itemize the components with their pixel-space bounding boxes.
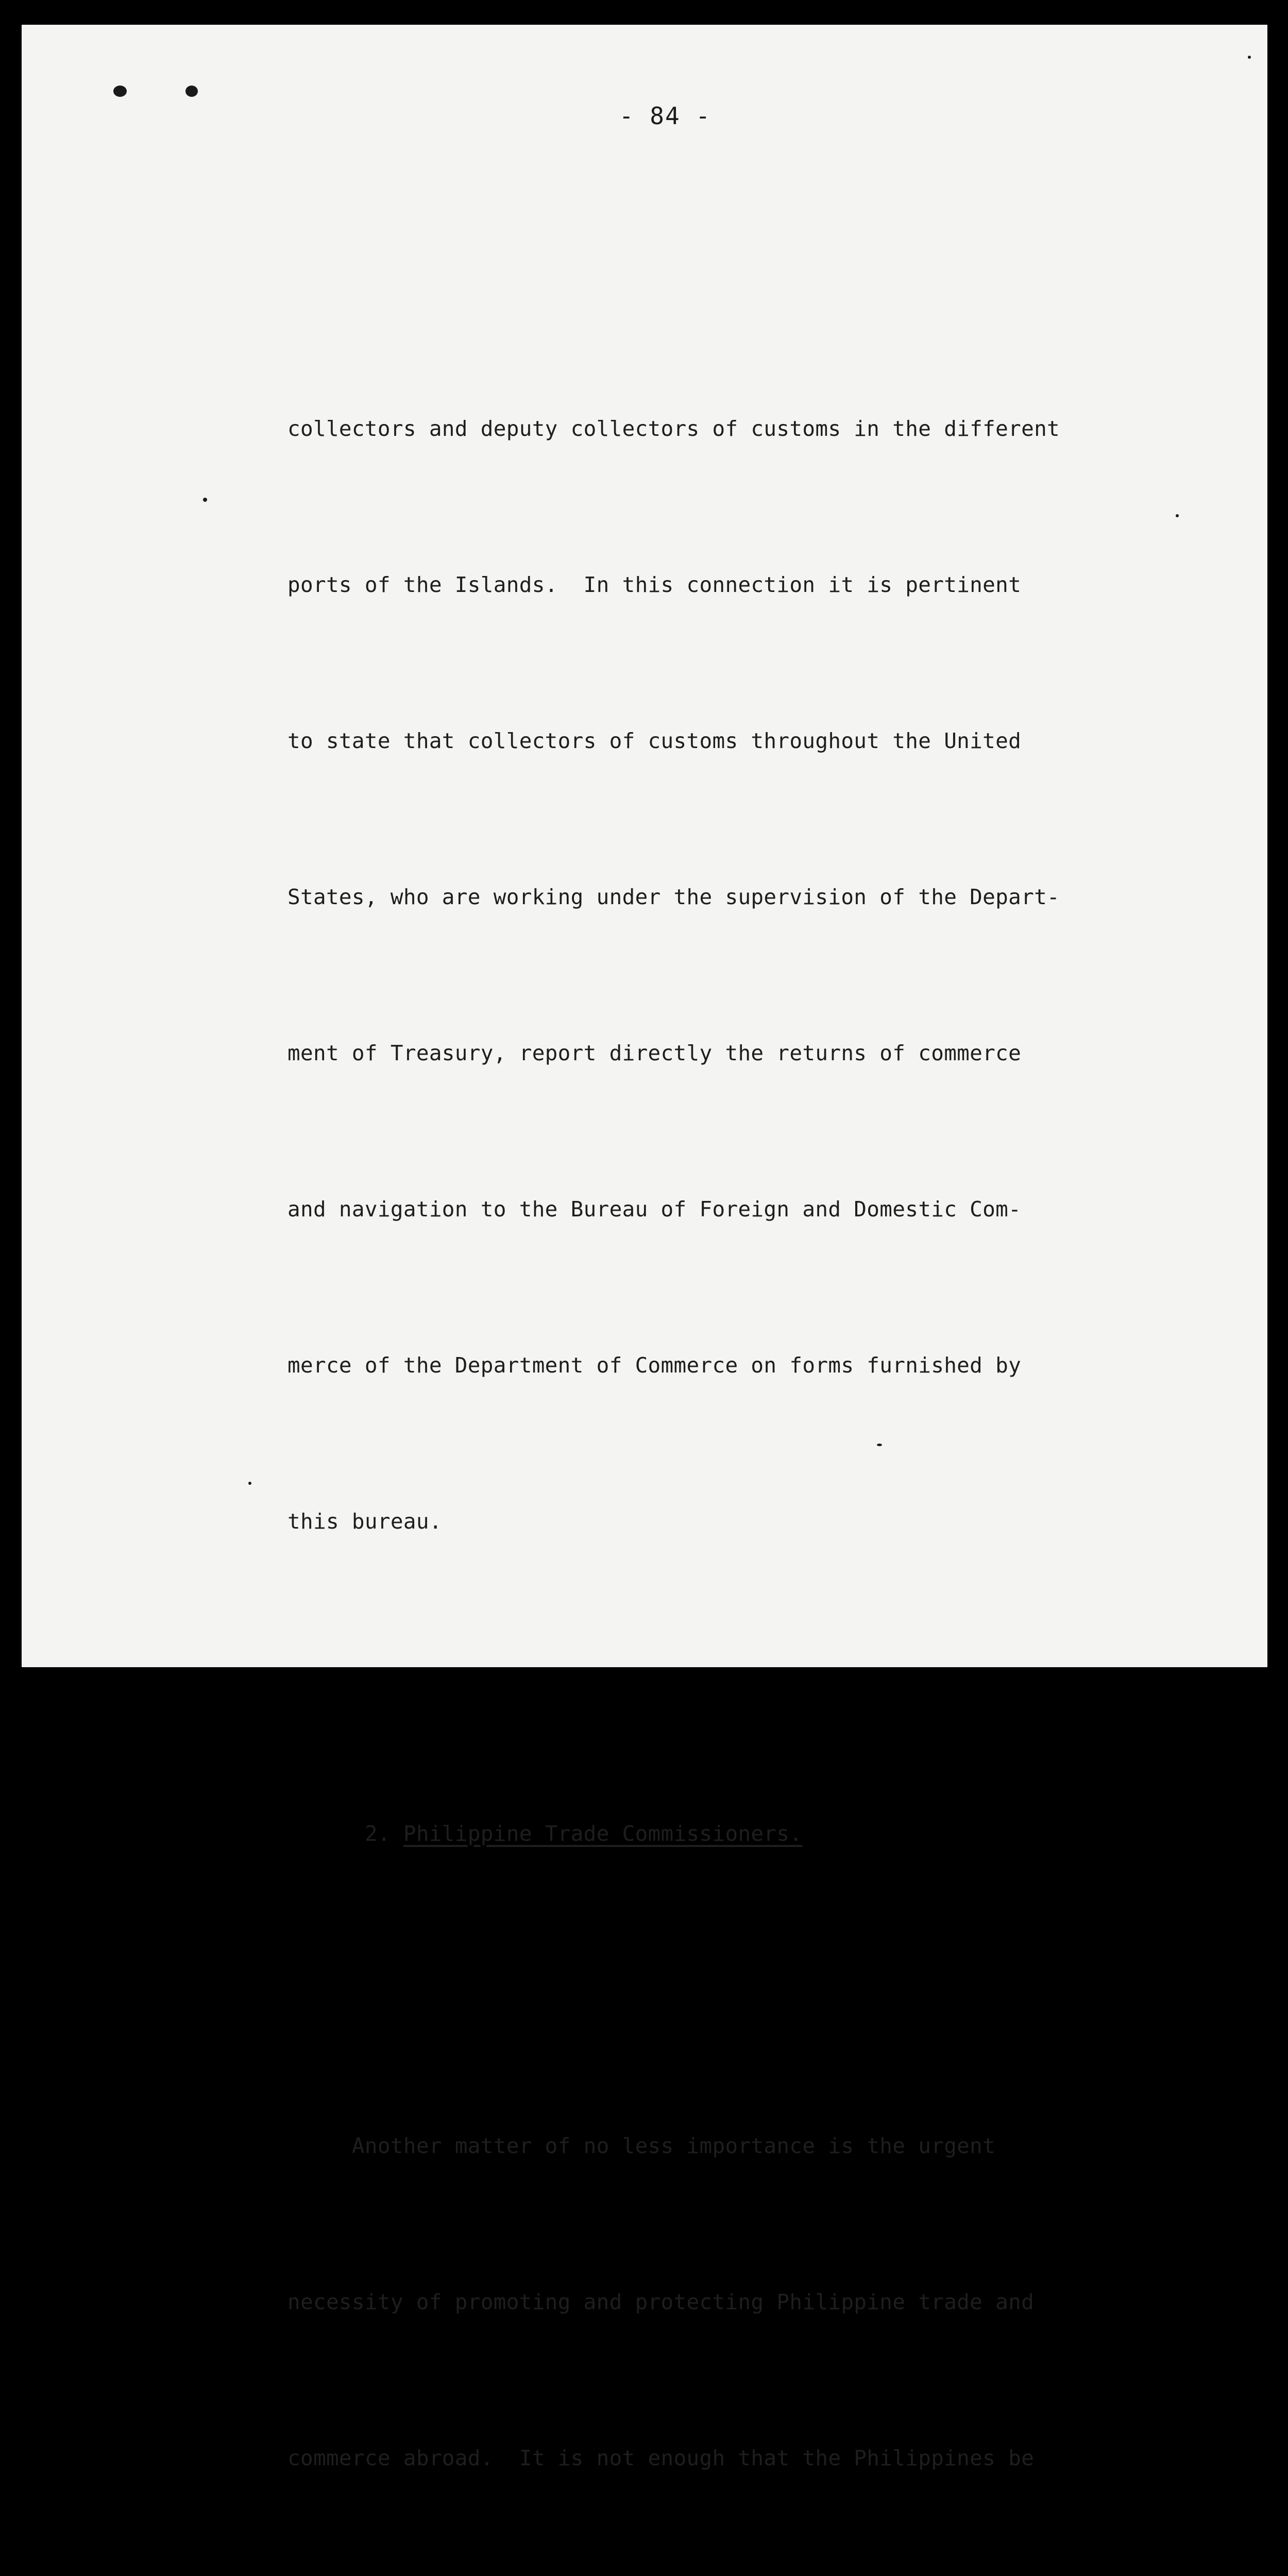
text-line: and navigation to the Bureau of Foreign and Domestic Com-: [287, 1197, 1022, 1222]
scan-speck: [1248, 56, 1251, 59]
text-line: necessity of promoting and protecting Philippine trade and: [287, 2290, 1035, 2314]
text-line: this bureau.: [287, 1509, 442, 1534]
scan-speck: [248, 1482, 251, 1485]
text-line: commerce abroad. It is not enough that the Philippines be: [287, 2446, 1035, 2470]
section-heading-title: Philippine Trade Commissioners.: [403, 1821, 803, 1846]
document-body: [287, 195, 1132, 2576]
text-line: collectors and deputy collectors of customs in the different: [287, 416, 1060, 441]
text-line: to state that collectors of customs throughout the United: [287, 728, 1022, 753]
text-line: merce of the Department of Commerce on forms furnished by: [287, 1353, 1022, 1378]
text-line: States, who are working under the supervision of the Depart-: [287, 885, 1060, 909]
punch-hole-mark: [185, 86, 198, 97]
text-line: ment of Treasury, report directly the returns of commerce: [287, 1041, 1022, 1065]
punch-hole-mark: [113, 86, 127, 97]
paragraph-1: [287, 299, 1132, 1652]
text-line: Another matter of no less importance is the urgent: [287, 2133, 996, 2158]
paragraph-2: [287, 2016, 1132, 2576]
section-heading: [287, 1808, 1132, 1860]
page-number: - 84 -: [619, 102, 711, 130]
scan-speck: [203, 498, 207, 502]
document-page: [22, 25, 1267, 2470]
text-line: ports of the Islands. In this connection it is pertinent: [287, 572, 1022, 597]
scan-speck: [1176, 514, 1179, 517]
section-heading-number: 2.: [364, 1821, 391, 1846]
